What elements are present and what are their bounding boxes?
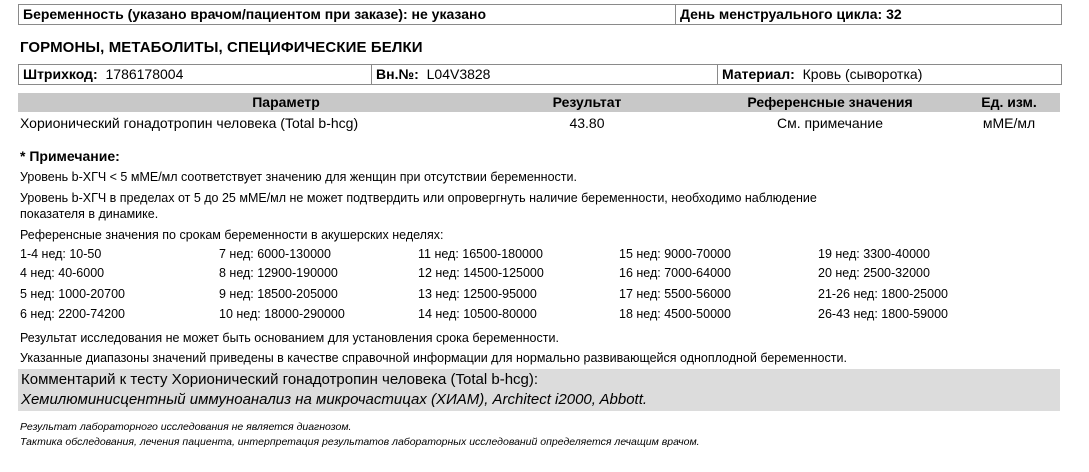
range-item: 26-43 нед: 1800-59000 [818, 307, 948, 321]
header-unit: Ед. изм. [981, 94, 1037, 110]
range-item: 16 нед: 7000-64000 [619, 266, 731, 280]
barcode-cell [19, 65, 371, 84]
range-item: 9 нед: 18500-205000 [219, 287, 338, 301]
header-reference: Референсные значения [747, 94, 913, 110]
range-item: 13 нед: 12500-95000 [418, 287, 537, 301]
unit-value: мМЕ/мл [982, 115, 1036, 131]
range-item: 8 нед: 12900-190000 [219, 266, 338, 280]
comment-text: Хемилюминисцентный иммуноанализ на микрочастицах (ХИАМ), Architect i2000, Abbott. [21, 391, 648, 408]
range-item: 21-26 нед: 1800-25000 [818, 287, 948, 301]
range-item: 19 нед: 3300-40000 [818, 247, 930, 261]
barcode-label: Штрихкод: [23, 66, 98, 82]
note-title: * Примечание: [20, 148, 120, 164]
param-name: Хорионический гонадотропин человека (Total b-hcg) [20, 115, 359, 131]
range-item: 1-4 нед: 10-50 [20, 247, 102, 261]
range-item: 15 нед: 9000-70000 [619, 247, 731, 261]
header-parameter: Параметр [252, 94, 320, 110]
range-item: 11 нед: 16500-180000 [418, 247, 543, 261]
table-row [18, 114, 1060, 134]
comment-title: Комментарий к тесту Хорионический гонадотропин человека (Total b-hcg): [21, 371, 539, 388]
internal-number-value: L04V3828 [426, 66, 491, 82]
material-label: Материал: [722, 66, 795, 82]
range-item: 5 нед: 1000-20700 [20, 287, 125, 301]
range-item: 14 нед: 10500-80000 [418, 307, 537, 321]
range-item: 10 нед: 18000-290000 [219, 307, 345, 321]
internal-number-cell [371, 65, 717, 84]
note-line: показателя в динамике. [20, 207, 159, 221]
note-line: Указанные диапазоны значений приведены в качестве справочной информации для нормально развивающейся одноплодной беременности. [20, 351, 847, 365]
material-value: Кровь (сыворотка) [802, 66, 923, 82]
note-line: Уровень b-ХГЧ < 5 мМЕ/мл соответствует значению для женщин при отсутствии беременности. [20, 170, 577, 184]
disclaimer-line: Тактика обследования, лечения пациента, интерпретация результатов лабораторных исследований определяется лечащим врачом. [20, 436, 700, 448]
note-line: Уровень b-ХГЧ в пределах от 5 до 25 мМЕ/мл не может подтвердить или опровергнуть наличие беременности, необходимо наблюдение [20, 191, 817, 205]
section-title: ГОРМОНЫ, МЕТАБОЛИТЫ, СПЕЦИФИЧЕСКИЕ БЕЛКИ [20, 39, 423, 56]
pregnancy-row [18, 4, 1062, 25]
menstrual-cycle-day: День менструального цикла: 32 [675, 5, 1061, 24]
note-line: Референсные значения по срокам беременности в акушерских неделях: [20, 228, 444, 242]
header-result: Результат [552, 94, 622, 110]
test-comment-block [18, 369, 1060, 411]
pregnancy-status: Беременность (указано врачом/пациентом при заказе): не указано [23, 6, 487, 22]
internal-number-label: Вн.№: [376, 66, 419, 82]
note-line: Результат исследования не может быть основанием для установления срока беременности. [20, 331, 559, 345]
range-item: 4 нед: 40-6000 [20, 266, 105, 280]
range-item: 12 нед: 14500-125000 [418, 266, 544, 280]
disclaimer-line: Результат лабораторного исследования не является диагнозом. [20, 421, 352, 433]
range-item: 7 нед: 6000-130000 [219, 247, 331, 261]
range-item: 6 нед: 2200-74200 [20, 307, 125, 321]
results-table-header [18, 93, 1060, 112]
range-item: 18 нед: 4500-50000 [619, 307, 731, 321]
range-item: 17 нед: 5500-56000 [619, 287, 731, 301]
range-item: 20 нед: 2500-32000 [818, 266, 930, 280]
reference-value: См. примечание [776, 115, 884, 131]
result-value: 43.80 [569, 115, 605, 131]
sample-info-row [18, 64, 1062, 85]
barcode-value: 1786178004 [105, 66, 184, 82]
material-cell [717, 65, 1061, 84]
